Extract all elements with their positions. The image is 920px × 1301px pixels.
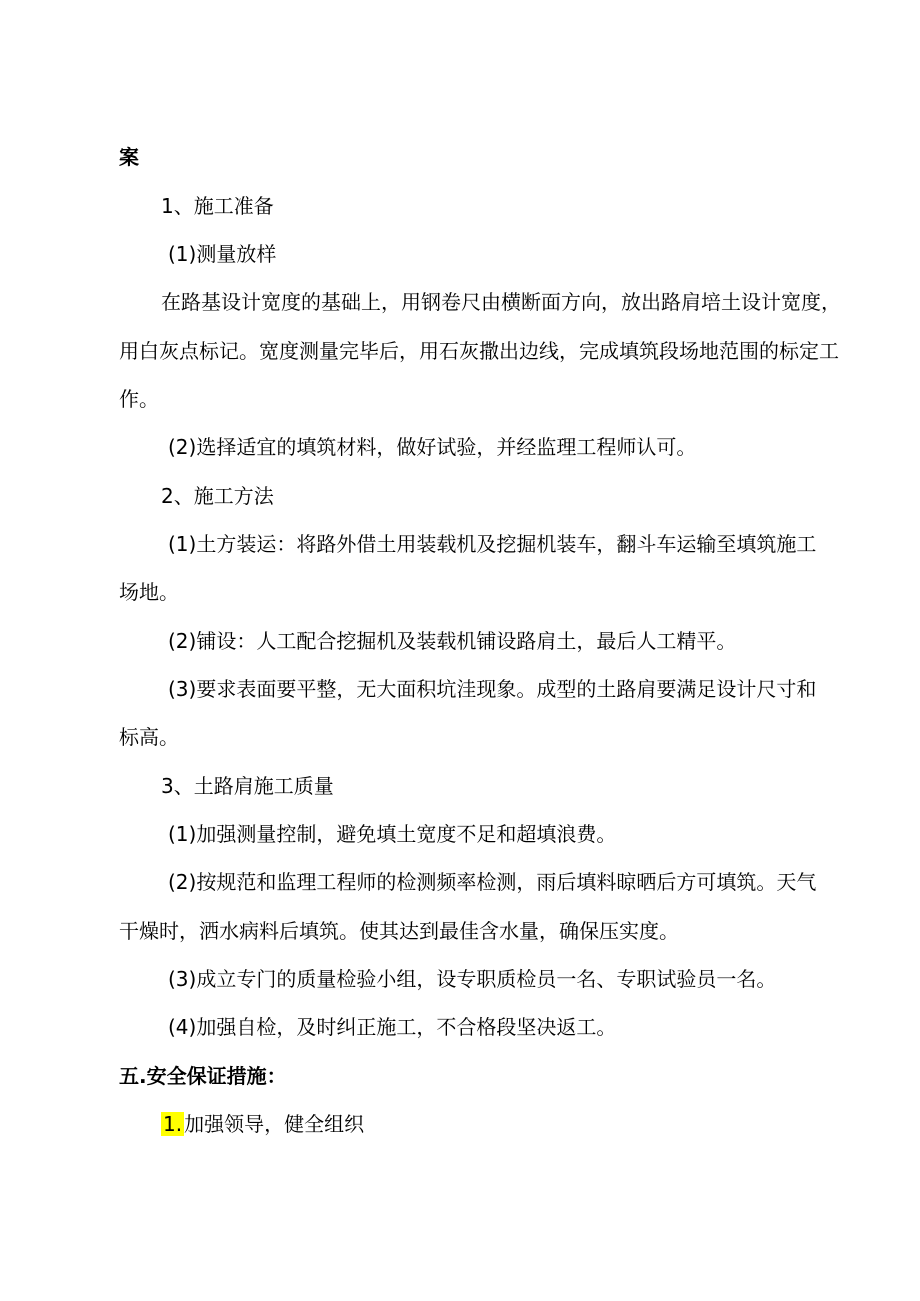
paragraph-line: 干燥时，洒水病料后填筑。使其达到最佳含水量，确保压实度。 [119,919,679,943]
paragraph-line: 用白灰点标记。宽度测量完毕后，用石灰撒出边线，完成填筑段场地范围的标定工 [119,339,839,363]
heading-shoulder-quality: 3、土路肩施工质量 [161,774,334,798]
list-item-text: 加强领导，健全组织 [184,1112,365,1136]
paragraph-line: (1)加强测量控制，避免填土宽度不足和超填浪费。 [168,822,617,846]
paragraph-line: 标高。 [119,725,179,749]
subheading-survey-layout: (1)测量放样 [168,242,277,266]
paragraph-line: 作。 [119,387,159,411]
list-item-strengthen-leadership [161,1110,364,1138]
section-heading-fragment: 案 [119,145,139,169]
paragraph-line: (2)选择适宜的填筑材料，做好试验，并经监理工程师认可。 [168,435,697,459]
paragraph-line: (4)加强自检，及时纠正施工，不合格段坚决返工。 [168,1015,617,1039]
paragraph-line: (1)土方装运：将路外借土用装载机及挖掘机装车，翻斗车运输至填筑施工 [168,532,817,556]
highlighted-number: 1. [163,1112,183,1136]
paragraph-line: (2)按规范和监理工程师的检测频率检测，雨后填料晾晒后方可填筑。天气 [168,870,817,894]
paragraph-line: (3)要求表面要平整，无大面积坑洼现象。成型的土路肩要满足设计尺寸和 [168,677,817,701]
paragraph-line: 场地。 [119,580,179,604]
section-heading-safety: 五.安全保证措施： [119,1064,287,1088]
heading-construction-method: 2、施工方法 [161,484,274,508]
paragraph-line: 在路基设计宽度的基础上，用钢卷尺由横断面方向，放出路肩培土设计宽度， [161,290,841,314]
paragraph-line: (3)成立专门的质量检验小组，设专职质检员一名、专职试验员一名。 [168,967,777,991]
heading-construction-preparation: 1、施工准备 [161,194,274,218]
paragraph-line: (2)铺设：人工配合挖掘机及装载机铺设路肩土，最后人工精平。 [168,629,737,653]
